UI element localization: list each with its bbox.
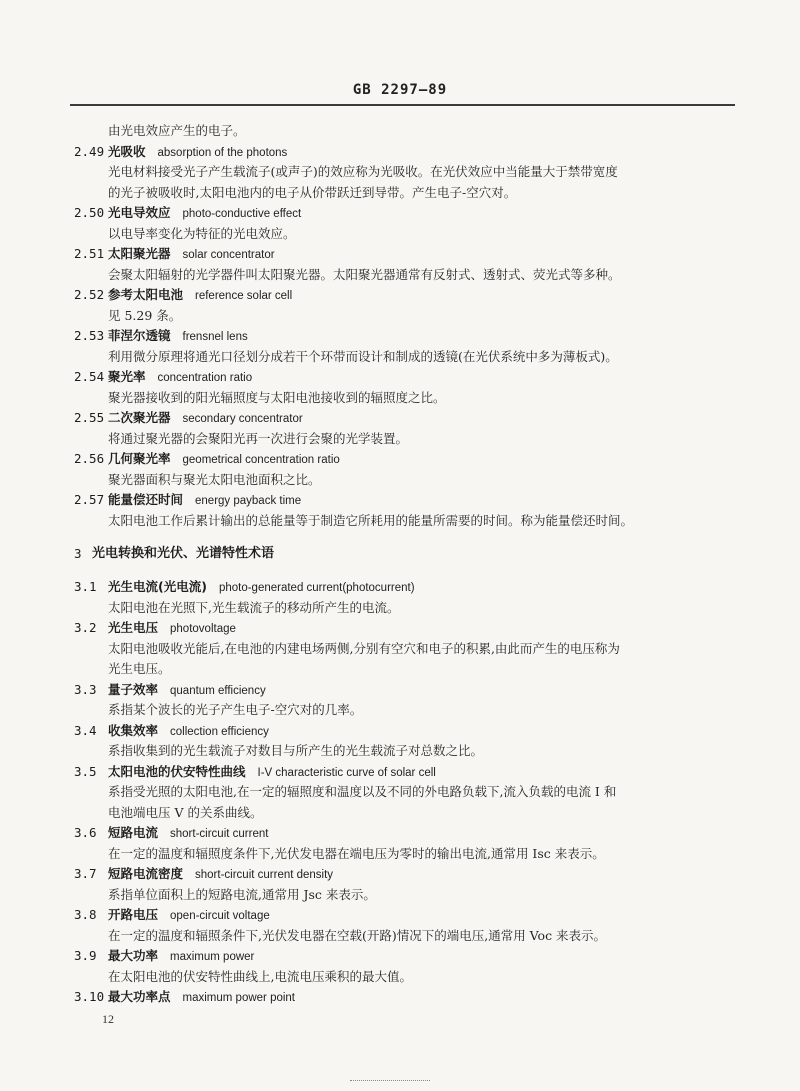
term-chinese (108, 946, 254, 968)
term-chinese (108, 326, 248, 348)
definition-text: 将通过聚光器的会聚阳光再一次进行会聚的光学装置。 (108, 430, 409, 446)
definition-text: 系指受光照的太阳电池,在一定的辐照度和温度以及不同的外电路负载下,流入负载的电流 I 和 (108, 784, 617, 799)
term-number: 2.56 (74, 451, 105, 466)
term-chinese (108, 142, 287, 164)
term-english: quantum efficiency (170, 684, 266, 697)
term-english: secondary concentrator (182, 413, 303, 425)
term-entry (0, 721, 800, 742)
term-number: 2.55 (74, 410, 105, 425)
definition-line (0, 162, 800, 183)
term-entry (0, 864, 800, 885)
definition-line (0, 782, 800, 803)
definition-line (0, 306, 800, 327)
term-english: concentration ratio (157, 372, 253, 384)
definition-text: 在一定的温度和辐照度条件下,光伏发电器在端电压为零时的输出电流,通常用 Isc 来表示。 (108, 845, 605, 861)
term-chinese (108, 490, 301, 512)
definition-text: 见 5.29 条。 (108, 307, 182, 323)
definition-line (0, 803, 800, 824)
definition-text: 太阳电池工作后累计输出的总能量等于制造它所耗用的能量所需要的时间。称为能量偿还时间。 (108, 512, 634, 528)
definition-text: 利用微分原理将通光口径划分成若干个环带而设计和制成的透镜(在光伏系统中多为薄板式)。 (108, 348, 618, 364)
term-chinese-text: 短路电流 (108, 825, 159, 840)
term-english: energy payback time (195, 495, 302, 507)
definition-text: 光电材料接受光子产生载流子(或声子)的效应称为光吸收。在光伏效应中当能量大于禁带宽度 (108, 164, 618, 179)
term-english: photo-conductive effect (182, 208, 302, 220)
definition-line (0, 967, 800, 988)
definition-text: 系指单位面积上的短路电流,通常用 Jsc 来表示。 (108, 886, 376, 902)
definition-line (0, 470, 800, 491)
term-number: 3.7 (74, 866, 97, 881)
term-chinese-text: 太阳电池的伏安特性曲线 (108, 763, 246, 779)
term-english: short-circuit current (170, 828, 269, 840)
term-chinese-text: 光电导效应 (108, 205, 171, 220)
term-number: 2.51 (74, 246, 105, 261)
term-number: 3.8 (74, 907, 97, 922)
header-rule (70, 104, 735, 106)
term-chinese-text: 开路电压 (108, 907, 159, 922)
document-header: GB 2297—89 (352, 82, 448, 98)
definition-line (0, 347, 800, 368)
definition-line (0, 639, 800, 660)
term-chinese (108, 987, 295, 1009)
term-number: 2.54 (74, 369, 105, 384)
term-number: 3.3 (74, 681, 97, 697)
term-entry (0, 490, 800, 511)
term-chinese-text: 光生电压 (108, 620, 159, 635)
section-heading (0, 543, 800, 565)
term-entry (0, 326, 800, 347)
definition-line (0, 700, 800, 721)
definition-line (0, 885, 800, 906)
term-number: 3.6 (74, 825, 97, 840)
term-number: 3.4 (74, 722, 97, 738)
term-chinese-text: 二次聚光器 (108, 410, 171, 425)
entries-section-2 (0, 142, 800, 532)
term-english: solar concentrator (182, 249, 275, 261)
term-chinese-text: 几何聚光率 (108, 451, 171, 466)
definition-line (0, 224, 800, 245)
term-chinese (108, 721, 269, 743)
definition-text: 系指某个波长的光子产生电子-空穴对的几率。 (108, 702, 363, 717)
term-chinese-text: 聚光率 (108, 369, 146, 384)
term-entry (0, 449, 800, 470)
definition-text: 太阳电池在光照下,光生载流子的移动所产生的电流。 (108, 599, 400, 615)
definition-text: 的光子被吸收时,太阳电池内的电子从价带跃迁到导带。产生电子-空穴对。 (108, 184, 517, 200)
definition-text: 聚光器面积与聚光太阳电池面积之比。 (108, 471, 321, 487)
term-entry (0, 762, 800, 783)
definition-line (0, 741, 800, 762)
term-number: 2.49 (74, 143, 105, 159)
term-chinese (108, 618, 236, 640)
section-number: 3 (74, 546, 82, 561)
term-entry (0, 987, 800, 1008)
definition-text: 系指收集到的光生载流子对数目与所产生的光生载流子对总数之比。 (108, 743, 484, 758)
term-entry (0, 203, 800, 224)
definition-line (0, 926, 800, 947)
term-number: 3.9 (74, 948, 97, 963)
term-entry (0, 618, 800, 639)
term-number: 2.50 (74, 205, 105, 220)
term-chinese-text: 菲涅尔透镜 (108, 328, 171, 343)
term-chinese-text: 光吸收 (108, 143, 146, 159)
term-entry (0, 285, 800, 306)
term-number: 3.2 (74, 620, 97, 635)
continuation-line (0, 121, 800, 142)
term-chinese-text: 短路电流密度 (108, 866, 184, 881)
term-entry (0, 823, 800, 844)
footer-mark (350, 1080, 430, 1089)
term-entry (0, 367, 800, 388)
definition-line (0, 265, 800, 286)
page-content (0, 121, 800, 1008)
term-entry (0, 680, 800, 701)
term-english: frensnel lens (182, 331, 248, 343)
definition-text: 会聚太阳辐射的光学器件叫太阳聚光器。太阳聚光器通常有反射式、透射式、荧光式等多种。 (108, 266, 621, 282)
term-chinese (108, 203, 301, 225)
term-entry (0, 142, 800, 163)
term-entry (0, 244, 800, 265)
term-chinese (108, 680, 266, 702)
definition-line (0, 429, 800, 450)
term-chinese (108, 577, 415, 599)
term-number: 3.10 (74, 989, 105, 1004)
term-chinese-text: 最大功率点 (108, 989, 171, 1004)
definition-text: 光生电压。 (108, 661, 171, 676)
term-chinese (108, 762, 436, 784)
term-number: 2.52 (74, 287, 105, 302)
term-number: 3.5 (74, 763, 97, 779)
term-entry (0, 577, 800, 598)
body-text: 由光电效应产生的电子。 (108, 123, 246, 138)
definition-line (0, 388, 800, 409)
term-chinese-text: 能量偿还时间 (108, 492, 184, 507)
term-english: collection efficiency (170, 725, 269, 738)
term-chinese (108, 449, 340, 471)
term-english: open-circuit voltage (170, 910, 270, 922)
term-number: 2.53 (74, 328, 105, 343)
term-chinese (108, 408, 303, 430)
term-chinese (108, 905, 270, 927)
definition-text: 在一定的温度和辐照条件下,光伏发电器在空载(开路)情况下的端电压,通常用 Voc 来表示。 (108, 927, 607, 943)
definition-line (0, 598, 800, 619)
section-title: 光电转换和光伏、光谱特性术语 (92, 546, 275, 561)
definition-line (0, 183, 800, 204)
term-english: geometrical concentration ratio (182, 454, 340, 466)
term-chinese (108, 864, 333, 886)
term-english: maximum power point (182, 992, 295, 1004)
term-chinese (108, 367, 252, 389)
term-chinese-text: 收集效率 (108, 722, 159, 738)
term-english: photovoltage (170, 623, 236, 635)
definition-text: 在太阳电池的伏安特性曲线上,电流电压乘积的最大值。 (108, 968, 412, 984)
term-english: short-circuit current density (195, 869, 334, 881)
term-chinese (108, 244, 275, 266)
term-chinese-text: 光生电流(光电流) (108, 579, 207, 594)
definition-line (0, 844, 800, 865)
term-chinese (108, 823, 268, 845)
term-entry (0, 946, 800, 967)
term-english: I-V characteristic curve of solar cell (257, 766, 436, 779)
term-entry (0, 905, 800, 926)
definition-text: 电池端电压 V 的关系曲线。 (108, 804, 263, 820)
term-chinese-text: 参考太阳电池 (108, 287, 184, 302)
term-number: 2.57 (74, 492, 105, 507)
term-english: maximum power (170, 951, 255, 963)
page-number: 12 (102, 1012, 114, 1026)
term-chinese (108, 285, 292, 307)
term-chinese-text: 太阳聚光器 (108, 246, 171, 261)
term-chinese-text: 量子效率 (108, 681, 159, 697)
term-number: 3.1 (74, 579, 97, 594)
term-english: photo-generated current(photocurrent) (218, 582, 415, 594)
definition-text: 以电导率变化为特征的光电效应。 (108, 225, 296, 241)
definition-text: 聚光器接收到的阳光辐照度与太阳电池接收到的辐照度之比。 (108, 389, 446, 405)
definition-line (0, 659, 800, 680)
entries-section-3 (0, 577, 800, 1008)
term-entry (0, 408, 800, 429)
definition-text: 太阳电池吸收光能后,在电池的内建电场两侧,分别有空穴和电子的积累,由此而产生的电压称为 (108, 640, 620, 656)
definition-line (0, 511, 800, 532)
term-english: absorption of the photons (157, 146, 288, 159)
term-english: reference solar cell (195, 290, 293, 302)
term-chinese-text: 最大功率 (108, 948, 159, 963)
